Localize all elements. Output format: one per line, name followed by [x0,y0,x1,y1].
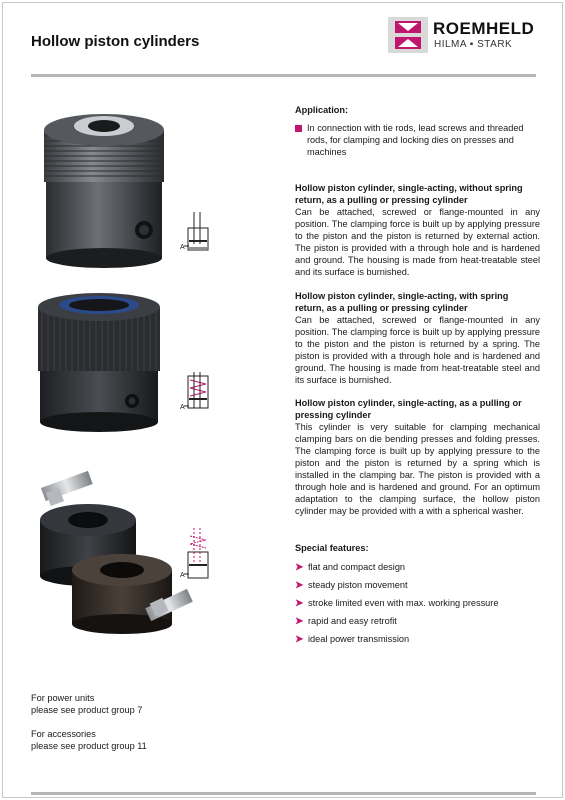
square-bullet-icon [295,125,302,132]
feature-item [295,561,540,579]
note-power-units [31,692,142,716]
application-item [295,122,540,158]
section-heading: Hollow piston cylinder, single-acting, as a pulling or pressing cylinder [295,398,522,420]
arrow-bullet-icon: ➤ [295,598,304,609]
section-clamping-bar [295,397,540,517]
feature-text: steady piston movement [308,580,408,590]
arrow-bullet-icon: ➤ [295,580,304,591]
schematic-port-label: A [180,572,185,579]
section-text: Can be attached, screwed or flange-mounted in any position. The clamping force is built up by applying pressure to the piston and the piston is returned by a spring. The piston is provided with a through hole and is hardened and ground. The housing is made from heat-treatable steel and its surface is burnished. [295,315,540,385]
feature-text: rapid and easy retrofit [308,616,397,626]
note-accessories [31,728,147,752]
cylinder-photo-threaded [34,100,174,268]
application-block [295,104,540,158]
arrow-bullet-icon: ➤ [295,634,304,645]
cylinder-photo-knurled [34,285,164,435]
section-text: This cylinder is very suitable for clamping mechanical clamping bars on die bending presses and folding presses. The clamping force is built up by applying pressure to the piston and the piston is returned by a spring which is installed in the clamping bar. The piston is provided with a through hole and is hardened and ground. For an optimum adaptation to the clamping surface, the hollow piston cylinder may be provided with a with a spherical washer. [295,422,540,516]
section-heading: Hollow piston cylinder, single-acting, with spring return, as a pulling or pressing cylinder [295,291,509,313]
feature-text: stroke limited even with max. working pressure [308,598,499,608]
feature-text: flat and compact design [308,562,406,572]
note-line: For accessories [31,729,96,739]
header-divider [31,74,536,77]
section-without-spring [295,182,540,278]
application-item-text: In connection with tie rods, lead screws and threaded rods, for clamping and locking dies on presses and machines [307,123,524,157]
schematic-port-label: A [180,404,185,411]
schematic-single-acting-icon [180,210,216,262]
feature-item [295,633,540,651]
page-title: Hollow piston cylinders [31,33,200,50]
logo-mark-icon [388,17,428,53]
feature-item [295,579,540,597]
footer-divider [31,792,536,795]
schematic-external-spring-icon [180,526,216,582]
special-features-heading: Special features: [295,543,369,553]
logo-name: ROEMHELD [433,19,535,38]
arrow-bullet-icon: ➤ [295,616,304,627]
schematic-port-label: A [180,244,185,251]
application-heading: Application: [295,105,349,115]
roemheld-logo [388,17,538,53]
section-with-spring [295,290,540,386]
section-heading: Hollow piston cylinder, single-acting, without spring return, as a pulling or pressing cylinder [295,183,523,205]
cylinder-photo-pair [34,470,194,638]
note-line: please see product group 11 [31,741,147,751]
feature-text: ideal power transmission [308,634,410,644]
arrow-bullet-icon: ➤ [295,562,304,573]
note-line: For power units [31,693,95,703]
feature-item [295,597,540,615]
logo-subtitle: HILMA ▪ STARK [434,39,513,50]
special-features-block [295,542,540,651]
feature-item [295,615,540,633]
note-line: please see product group 7 [31,705,143,715]
section-text: Can be attached, screwed or flange-mounted in any position. The clamping force is built up by applying pressure to the piston and the piston is returned by external action. The piston is provided with a through hole and is hardened and ground. The housing is made from heat-treatable steel and its surface is burnished. [295,207,540,277]
schematic-spring-return-icon [180,372,216,416]
